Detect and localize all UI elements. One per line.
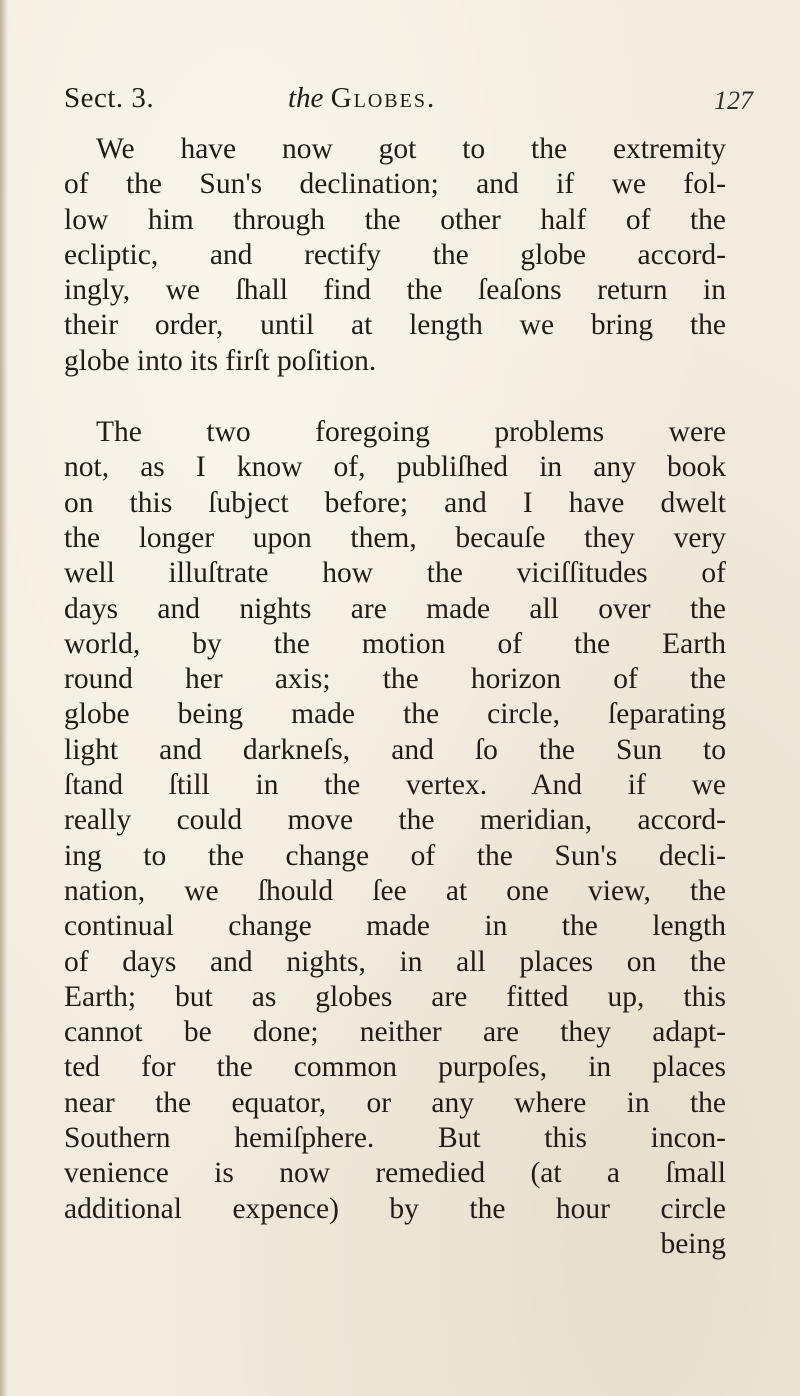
text-line: ted for the common purpoſes, in places — [64, 1051, 726, 1084]
running-title-the: the — [288, 82, 324, 114]
text-line: not, as I know of, publiſhed in any book — [64, 451, 726, 484]
text-line: Southern hemiſphere. But this incon- — [64, 1122, 726, 1155]
text-line: well illuſtrate how the viciſſitudes of — [64, 557, 726, 590]
section-label: Sect. 3. — [64, 82, 155, 114]
running-title-globes: Globes. — [330, 82, 437, 114]
text-line: low him through the other half of the — [64, 203, 726, 236]
text-line: The two foregoing problems were — [96, 416, 726, 449]
text-line: ing to the change of the Sun's decli- — [64, 839, 726, 872]
text-line: round her axis; the horizon of the — [64, 663, 726, 696]
text-line: Earth; but as globes are fitted up, this — [64, 980, 726, 1013]
text-line: days and nights are made all over the — [64, 592, 726, 625]
paragraph-2 — [64, 415, 726, 1262]
text-line: of the Sun's declination; and if we fol- — [64, 168, 726, 201]
running-title — [288, 82, 436, 115]
text-line: venience is now remedied (at a ſmall — [64, 1157, 726, 1190]
catchword: being — [660, 1227, 726, 1260]
text-line: on this ſubject before; and I have dwelt — [64, 486, 726, 519]
text-line: ecliptic, and rectify the globe accord- — [64, 238, 726, 271]
page-body — [64, 132, 726, 1262]
text-line: really could move the meridian, accord- — [64, 804, 726, 837]
text-line: cannot be done; neither are they adapt- — [64, 1016, 726, 1049]
text-line: of days and nights, in all places on the — [64, 945, 726, 978]
text-line: the longer upon them, becauſe they very — [64, 521, 726, 554]
text-line: continual change made in the length — [64, 910, 726, 943]
text-line: additional expence) by the hour circle — [64, 1192, 726, 1225]
text-line: We have now got to the extremity — [96, 133, 726, 165]
paragraph-1 — [64, 132, 726, 379]
text-line: ingly, we ſhall find the ſeaſons return in — [64, 274, 726, 307]
text-line: world, by the motion of the Earth — [64, 627, 726, 660]
text-line: near the equator, or any where in the — [64, 1086, 726, 1119]
text-line: their order, until at length we bring the — [64, 309, 726, 342]
text-line: light and darkneſs, and ſo the Sun to — [64, 733, 726, 766]
text-line: nation, we ſhould ſee at one view, the — [64, 874, 726, 907]
page-gutter-shadow — [0, 0, 8, 1396]
page-number: 127 — [714, 86, 753, 115]
text-line: ſtand ſtill in the vertex. And if we — [64, 769, 726, 802]
text-line: globe into its firſt poſition. — [64, 344, 377, 377]
text-line: globe being made the circle, ſeparating — [64, 698, 726, 731]
running-header — [64, 82, 753, 128]
